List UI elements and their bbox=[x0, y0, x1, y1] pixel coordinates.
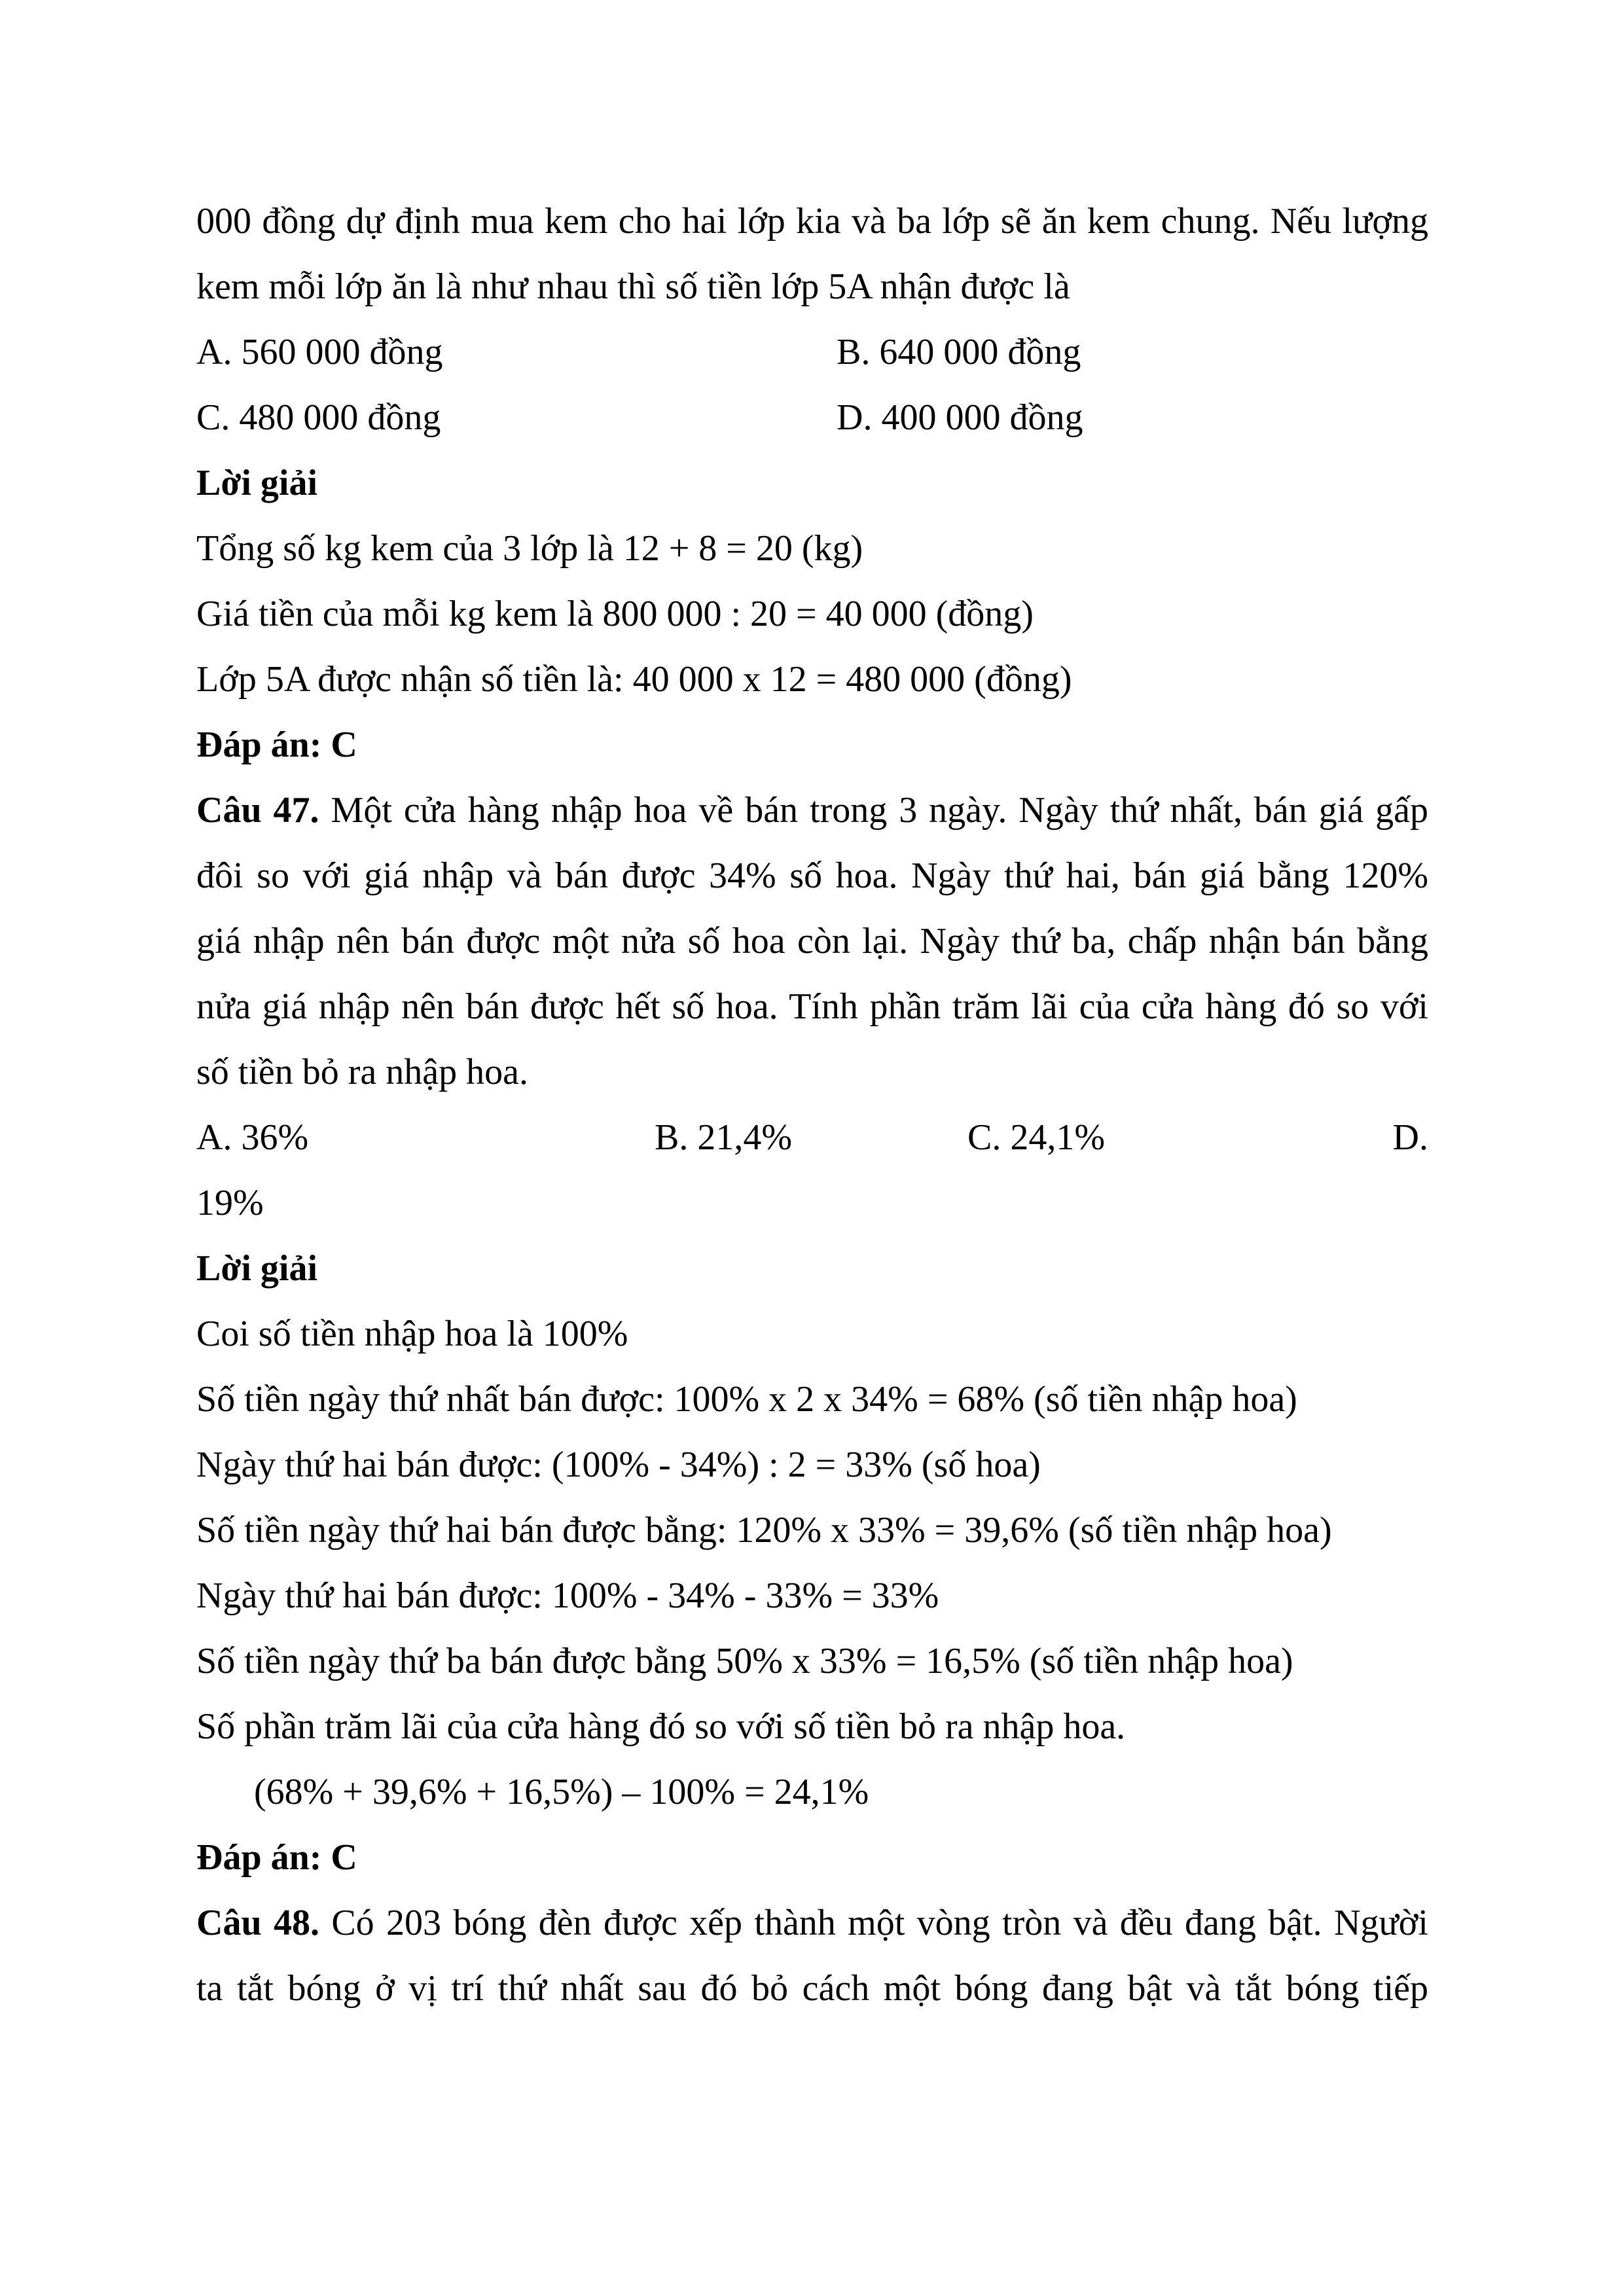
q47-line-3: giá nhập nên bán được một nửa số hoa còn lại. Ngày thứ ba, chấp nhận bán bằng bbox=[196, 921, 1428, 961]
q47-solution-heading: Lời giải bbox=[196, 1248, 318, 1289]
q47-solution-step-6: Số tiền ngày thứ ba bán được bằng 50% x 33% = 16,5% (số tiền nhập hoa) bbox=[196, 1641, 1293, 1681]
q47-line-4: nửa giá nhập nên bán được hết số hoa. Tính phần trăm lãi của cửa hàng đó so với bbox=[196, 986, 1428, 1027]
q47-solution-step-4: Số tiền ngày thứ hai bán được bằng: 120% x 33% = 39,6% (số tiền nhập hoa) bbox=[196, 1510, 1332, 1551]
document-page bbox=[196, 188, 1428, 2021]
q47-option-d: D. bbox=[1392, 1117, 1428, 1158]
q47-line-2: đôi so với giá nhập và bán được 34% số hoa. Ngày thứ hai, bán giá bằng 120% bbox=[196, 855, 1428, 896]
q47-option-c: C. 24,1% bbox=[967, 1117, 1105, 1158]
q47-line-1 bbox=[196, 778, 1428, 843]
q47-option-a: A. 36% bbox=[196, 1117, 309, 1158]
q47-solution-step-3: Ngày thứ hai bán được: (100% - 34%) : 2 = 33% (số hoa) bbox=[196, 1444, 1041, 1485]
q46-option-a: A. 560 000 đồng bbox=[196, 332, 443, 372]
q46-solution-heading: Lời giải bbox=[196, 463, 318, 503]
q46-answer: Đáp án: C bbox=[196, 725, 357, 765]
q47-solution-step-2: Số tiền ngày thứ nhất bán được: 100% x 2 x 34% = 68% (số tiền nhập hoa) bbox=[196, 1379, 1297, 1420]
q46-options-row-1 bbox=[196, 319, 1428, 385]
q47-option-d-value: 19% bbox=[196, 1183, 264, 1223]
q46-options-row-2 bbox=[196, 385, 1428, 450]
q47-solution-step-7: Số phần trăm lãi của cửa hàng đó so với số tiền bỏ ra nhập hoa. bbox=[196, 1706, 1126, 1747]
q46-solution-step-1: Tổng số kg kem của 3 lớp là 12 + 8 = 20 (kg) bbox=[196, 528, 863, 569]
intro-line-1: 000 đồng dự định mua kem cho hai lớp kia và ba lớp sẽ ăn kem chung. Nếu lượng bbox=[196, 201, 1428, 242]
q47-options-row bbox=[196, 1105, 1428, 1170]
q47-text-1: Một cửa hàng nhập hoa về bán trong 3 ngày. Ngày thứ nhất, bán giá gấp bbox=[319, 790, 1428, 831]
q47-option-b: B. 21,4% bbox=[655, 1117, 792, 1158]
q48-line-1 bbox=[196, 1890, 1428, 1956]
q46-solution-step-3: Lớp 5A được nhận số tiền là: 40 000 x 12 = 480 000 (đồng) bbox=[196, 659, 1072, 700]
q48-text-1: Có 203 bóng đèn được xếp thành một vòng tròn và đều đang bật. Người bbox=[319, 1903, 1428, 1943]
q47-line-5: số tiền bỏ ra nhập hoa. bbox=[196, 1052, 528, 1092]
q47-label: Câu 47. bbox=[196, 790, 319, 831]
q46-option-b: B. 640 000 đồng bbox=[837, 332, 1081, 372]
q46-option-d: D. 400 000 đồng bbox=[837, 397, 1083, 438]
q46-option-c: C. 480 000 đồng bbox=[196, 397, 441, 438]
q46-solution-step-2: Giá tiền của mỗi kg kem là 800 000 : 20 = 40 000 (đồng) bbox=[196, 594, 1034, 634]
intro-line-2: kem mỗi lớp ăn là như nhau thì số tiền lớp 5A nhận được là bbox=[196, 266, 1070, 307]
q47-answer: Đáp án: C bbox=[196, 1837, 357, 1878]
q47-solution-step-5: Ngày thứ hai bán được: 100% - 34% - 33% = 33% bbox=[196, 1575, 939, 1616]
q48-label: Câu 48. bbox=[196, 1903, 319, 1943]
q47-solution-step-1: Coi số tiền nhập hoa là 100% bbox=[196, 1314, 628, 1354]
q48-line-2: ta tắt bóng ở vị trí thứ nhất sau đó bỏ cách một bóng đang bật và tắt bóng tiếp bbox=[196, 1968, 1428, 2009]
q47-solution-step-8: (68% + 39,6% + 16,5%) – 100% = 24,1% bbox=[254, 1772, 869, 1812]
